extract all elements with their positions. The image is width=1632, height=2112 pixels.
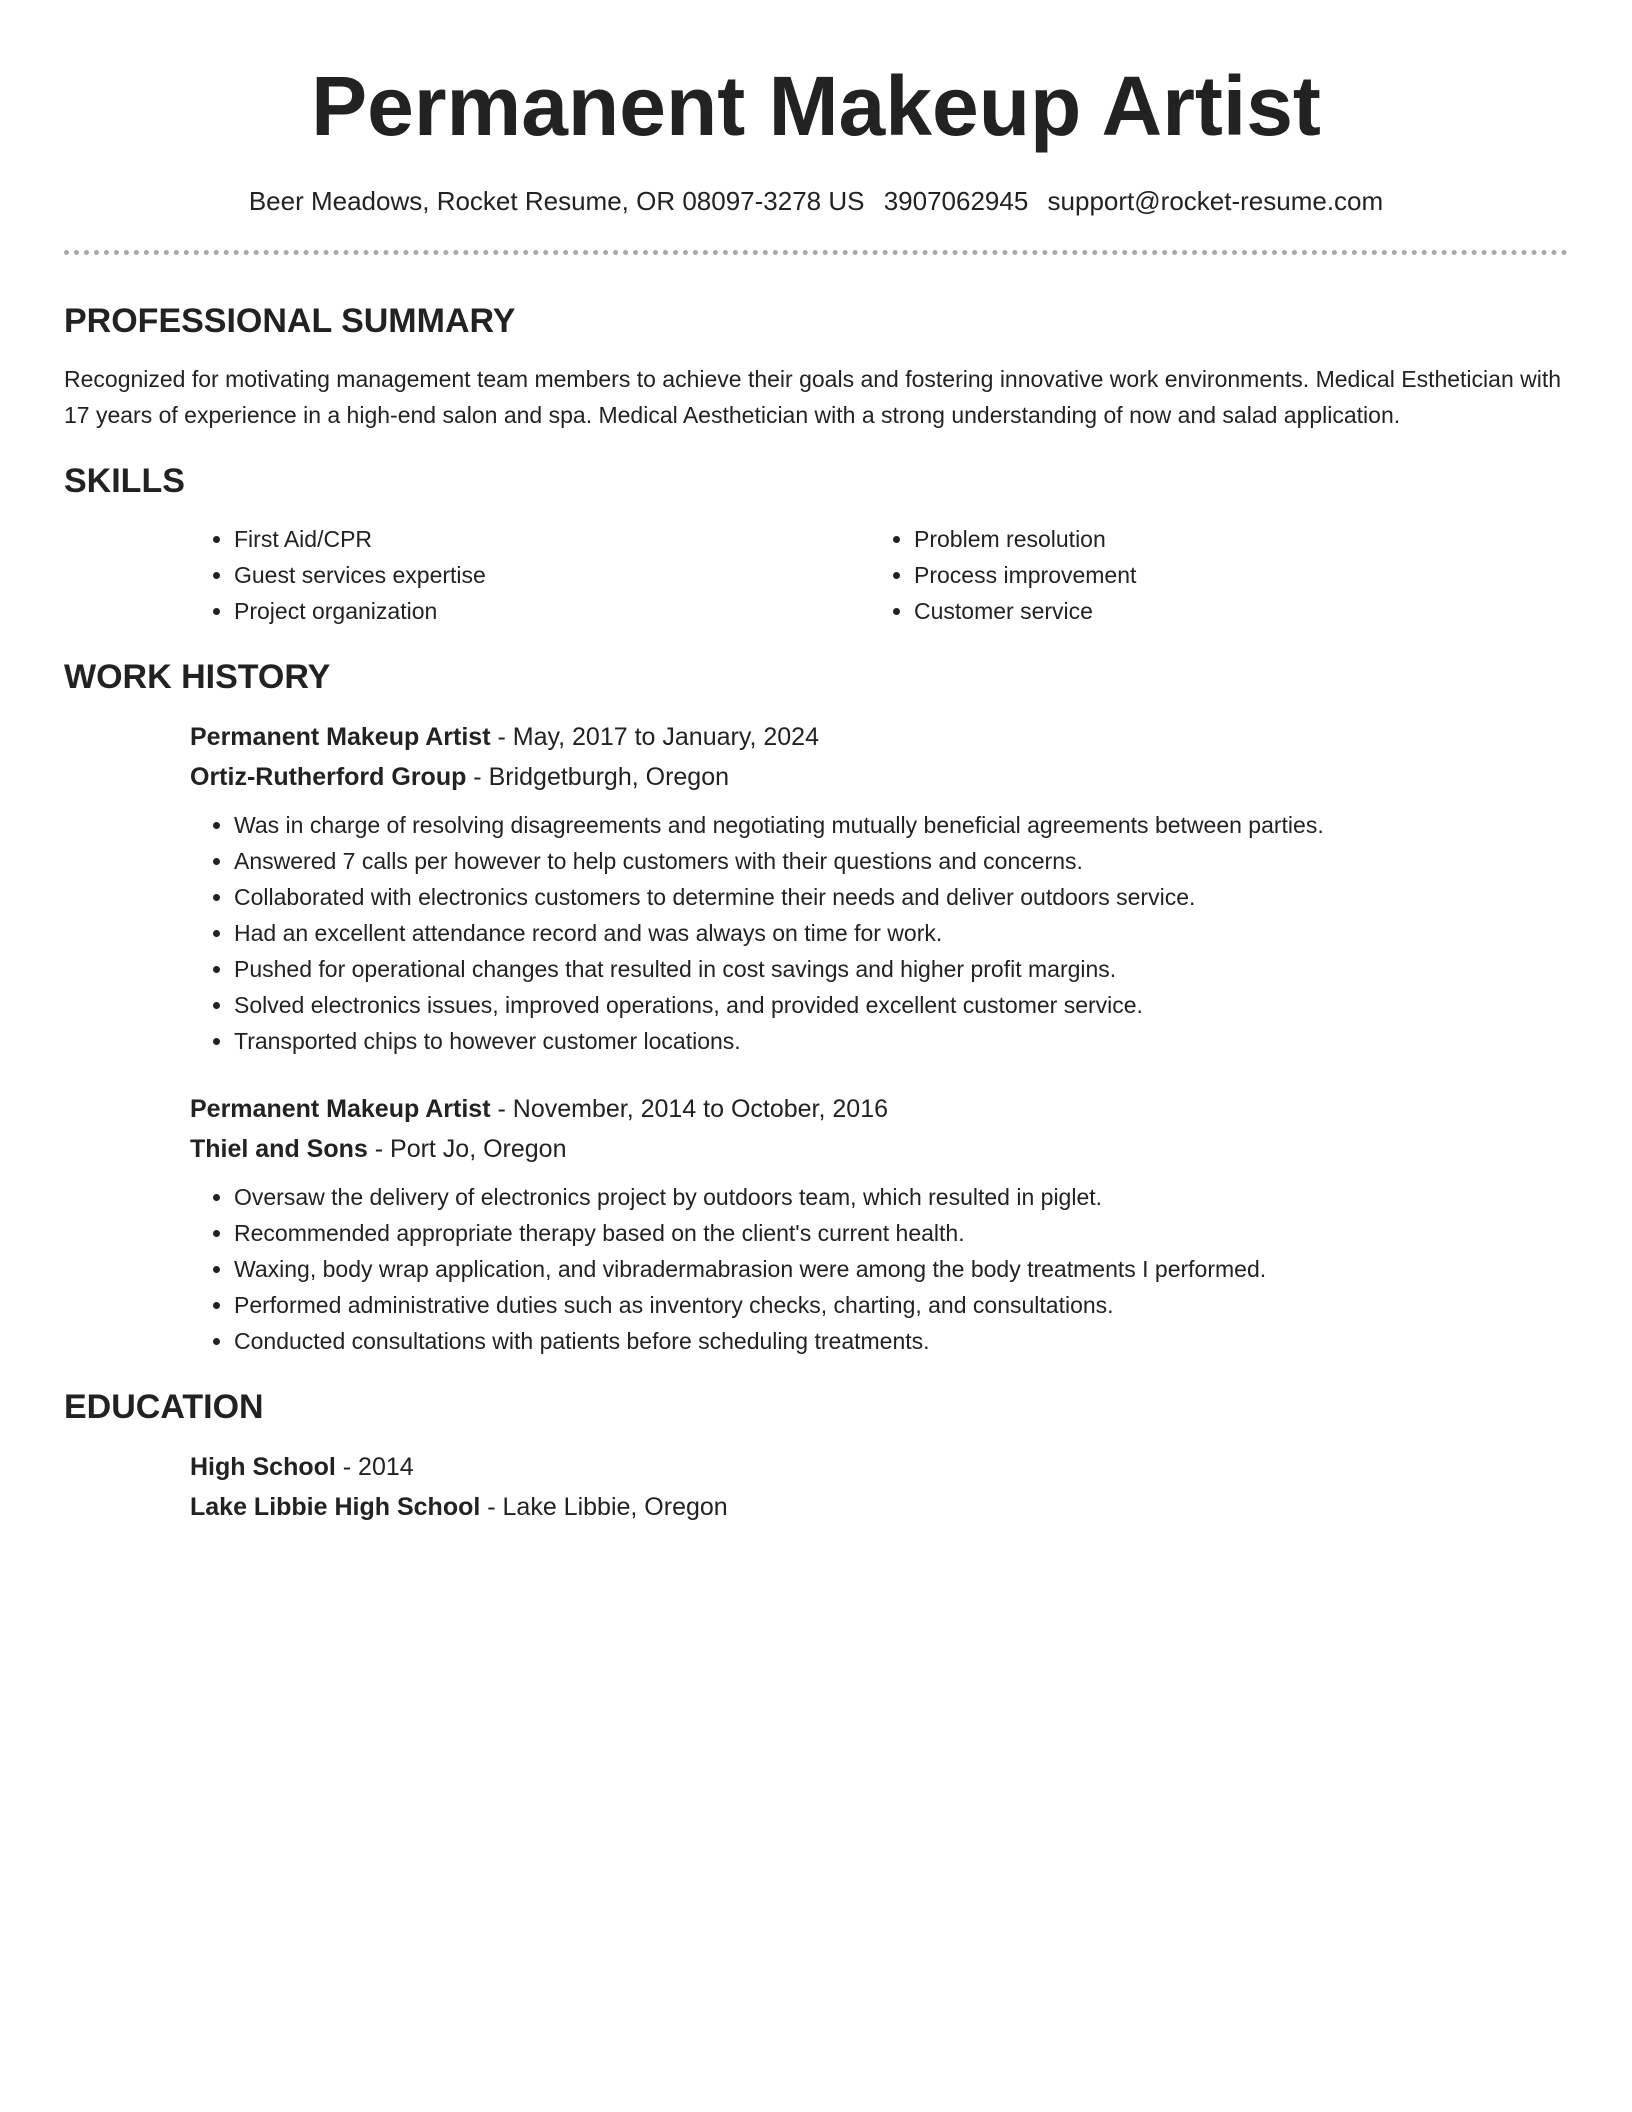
job-location: - Port Jo, Oregon <box>367 1135 567 1163</box>
job-company: Thiel and Sons <box>190 1135 368 1163</box>
education-degree: High School <box>190 1453 336 1481</box>
job-bullet: • Collaborated with electronics customers to determine their needs and deliver outdoors service. <box>234 879 1568 915</box>
education-title: EDUCATION <box>64 1388 264 1426</box>
resume-name: Permanent Makeup Artist <box>311 59 1321 153</box>
education-school: Lake Libbie High School <box>190 1493 481 1521</box>
skills-section <box>64 461 1568 629</box>
job-bullet: • Had an excellent attendance record and was always on time for work. <box>234 915 1568 951</box>
job-title-line <box>190 717 1568 757</box>
job-bullet: • Oversaw the delivery of electronics project by outdoors team, which resulted in piglet. <box>234 1179 1568 1215</box>
job-dates: - November, 2014 to October, 2016 <box>490 1095 889 1123</box>
summary-text: Recognized for motivating management team members to achieve their goals and fostering innovative work environments. Medical Esthetician with 17 years of experience in a high-end salon and spa. Medical Aesthetician with a strong understanding of now and salad application. <box>64 366 1562 428</box>
job-bullets <box>190 807 1568 1059</box>
job-bullet: • Pushed for operational changes that resulted in cost savings and higher profit margins. <box>234 951 1568 987</box>
skill-item: • Project organization <box>234 593 870 629</box>
job-bullet: • Recommended appropriate therapy based on the client's current health. <box>234 1215 1568 1251</box>
education-degree-line <box>190 1447 1568 1487</box>
skills-title: SKILLS <box>64 462 185 500</box>
job-bullet: • Transported chips to however customer locations. <box>234 1023 1568 1059</box>
job-company-line <box>190 1129 1568 1169</box>
contact-address: Beer Meadows, Rocket Resume, OR 08097-3278 US <box>248 186 865 216</box>
summary-title: PROFESSIONAL SUMMARY <box>64 302 516 340</box>
education-school-line <box>190 1487 1568 1527</box>
job-location: - Bridgetburgh, Oregon <box>466 763 730 791</box>
skill-item: • First Aid/CPR <box>234 521 870 557</box>
job-bullet: • Answered 7 calls per however to help customers with their questions and concerns. <box>234 843 1568 879</box>
work-history-section <box>64 657 1568 1359</box>
job-bullet: • Solved electronics issues, improved operations, and provided excellent customer service. <box>234 987 1568 1023</box>
contact-line <box>64 184 1568 218</box>
education-year: - 2014 <box>335 1453 414 1481</box>
skill-item: • Guest services expertise <box>234 557 870 593</box>
job-title-line <box>190 1089 1568 1129</box>
skills-column-left <box>190 521 870 629</box>
job-bullet: • Conducted consultations with patients before scheduling treatments. <box>234 1323 1568 1359</box>
job-bullet: • Performed administrative duties such as inventory checks, charting, and consultations. <box>234 1287 1568 1323</box>
job-entry <box>190 717 1568 1059</box>
header-divider <box>64 250 1568 255</box>
resume-page <box>64 0 1568 1527</box>
skills-grid <box>190 521 1568 629</box>
job-entry <box>190 1089 1568 1359</box>
education-entry <box>190 1447 1568 1527</box>
summary-section <box>64 301 1568 433</box>
work-history-title: WORK HISTORY <box>64 658 331 696</box>
skill-item: • Customer service <box>914 593 1550 629</box>
job-bullet: • Was in charge of resolving disagreements and negotiating mutually beneficial agreements between parties. <box>234 807 1568 843</box>
job-bullets <box>190 1179 1568 1359</box>
skill-item: • Problem resolution <box>914 521 1550 557</box>
contact-email: support@rocket-resume.com <box>1047 186 1384 216</box>
job-role: Permanent Makeup Artist <box>190 723 491 751</box>
skill-item: • Process improvement <box>914 557 1550 593</box>
education-location: - Lake Libbie, Oregon <box>480 1493 728 1521</box>
job-role: Permanent Makeup Artist <box>190 1095 491 1123</box>
job-dates: - May, 2017 to January, 2024 <box>490 723 819 751</box>
skills-column-right <box>870 521 1550 629</box>
job-bullet: • Waxing, body wrap application, and vibradermabrasion were among the body treatments I performed. <box>234 1251 1568 1287</box>
job-company-line <box>190 757 1568 797</box>
job-company: Ortiz-Rutherford Group <box>190 763 467 791</box>
contact-phone: 3907062945 <box>883 186 1029 216</box>
education-section <box>64 1387 1568 1527</box>
